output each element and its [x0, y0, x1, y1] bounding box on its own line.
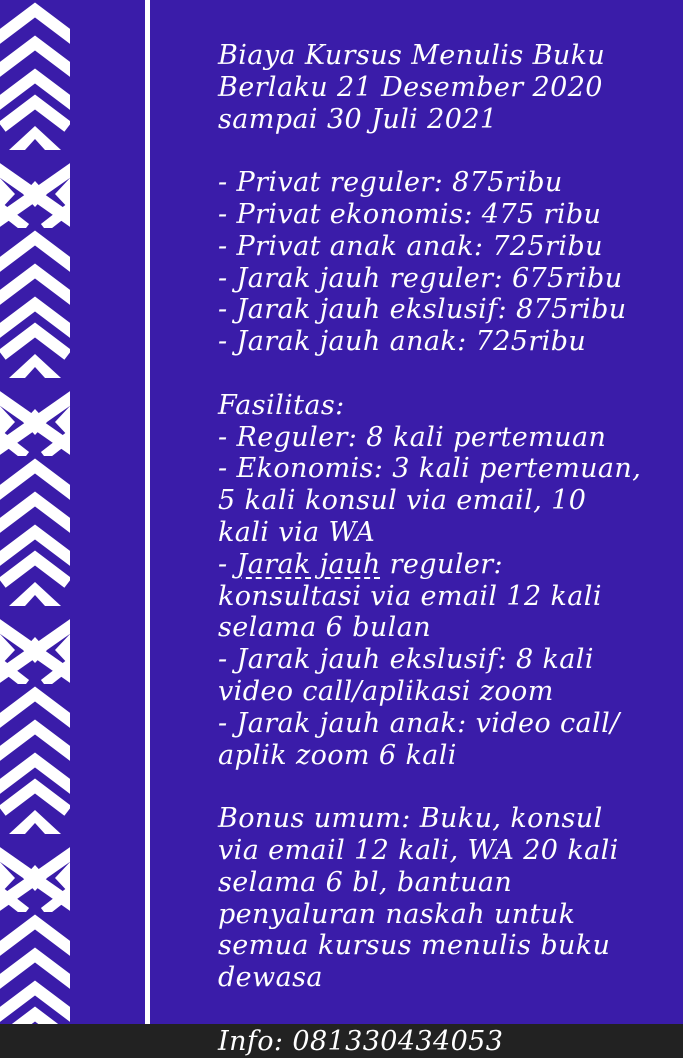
- text-segment: penyaluran naskah untuk: [218, 898, 576, 930]
- text-line: [218, 231, 673, 263]
- text-segment: Bonus umum: Buku, konsul: [218, 803, 603, 835]
- poster-title: [218, 40, 673, 135]
- text-line: [218, 867, 673, 899]
- text-line: [218, 612, 673, 644]
- info-contact-line: [218, 1026, 673, 1058]
- text-segment: video call/aplikasi zoom: [218, 675, 554, 707]
- fasilitas-section: [218, 390, 673, 772]
- text-line: [218, 1026, 673, 1058]
- text-segment: selama 6 bulan: [218, 612, 432, 644]
- poster-text-block: [218, 40, 673, 1058]
- text-segment: via email 12 kali, WA 20 kali: [218, 834, 619, 866]
- text-line: [218, 517, 673, 549]
- text-segment: - Jarak jauh ekslusif: 8 kali: [218, 644, 594, 676]
- text-line: [218, 930, 673, 962]
- text-line: [218, 835, 673, 867]
- text-segment: Info: 081330434053: [218, 1025, 504, 1057]
- text-segment: Berlaku 21 Desember 2020: [218, 71, 603, 103]
- text-segment: - Reguler: 8 kali pertemuan: [218, 421, 607, 453]
- price-list: [218, 167, 673, 358]
- text-segment: -: [218, 548, 237, 580]
- text-segment: dewasa: [218, 962, 323, 994]
- text-line: [218, 899, 673, 931]
- text-line: [218, 294, 673, 326]
- text-line: [218, 326, 673, 358]
- text-segment: 5 kali konsul via email, 10: [218, 485, 587, 517]
- text-segment: - Jarak jauh reguler: 675ribu: [218, 262, 623, 294]
- text-segment: sampai 30 Juli 2021: [218, 103, 498, 135]
- text-line: [218, 962, 673, 994]
- text-line: [218, 263, 673, 295]
- vertical-divider-line: [145, 0, 150, 1024]
- text-segment: kali via WA: [218, 516, 376, 548]
- text-line: [218, 390, 673, 422]
- underlined-text-segment: Jarak jauh: [236, 548, 381, 580]
- text-line: [218, 72, 673, 104]
- text-line: [218, 485, 673, 517]
- bonus-section: [218, 803, 673, 994]
- text-line: [218, 708, 673, 740]
- text-segment: - Privat reguler: 875ribu: [218, 167, 563, 199]
- text-segment: reguler:: [380, 548, 503, 580]
- text-line: [218, 803, 673, 835]
- text-segment: - Privat ekonomis: 475 ribu: [218, 198, 602, 230]
- text-segment: - Privat anak anak: 725ribu: [218, 230, 603, 262]
- text-segment: Fasilitas:: [218, 389, 345, 421]
- text-segment: konsultasi via email 12 kali: [218, 580, 602, 612]
- text-line: [218, 422, 673, 454]
- chevron-border-pattern: [0, 0, 70, 1024]
- text-line: [218, 644, 673, 676]
- text-segment: selama 6 bl, bantuan: [218, 866, 513, 898]
- text-line: [218, 581, 673, 613]
- text-line: [218, 549, 673, 581]
- text-line: [218, 740, 673, 772]
- text-line: [218, 676, 673, 708]
- text-line: [218, 453, 673, 485]
- text-segment: Biaya Kursus Menulis Buku: [218, 40, 606, 71]
- text-line: [218, 199, 673, 231]
- text-segment: aplik zoom 6 kali: [218, 739, 457, 771]
- text-segment: - Jarak jauh ekslusif: 875ribu: [218, 294, 627, 326]
- text-line: [218, 40, 673, 72]
- text-segment: - Jarak jauh anak: video call/: [218, 707, 620, 739]
- text-segment: semua kursus menulis buku: [218, 930, 611, 962]
- text-segment: - Ekonomis: 3 kali pertemuan,: [218, 453, 642, 485]
- text-line: [218, 104, 673, 136]
- text-segment: - Jarak jauh anak: 725ribu: [218, 326, 587, 358]
- text-line: [218, 167, 673, 199]
